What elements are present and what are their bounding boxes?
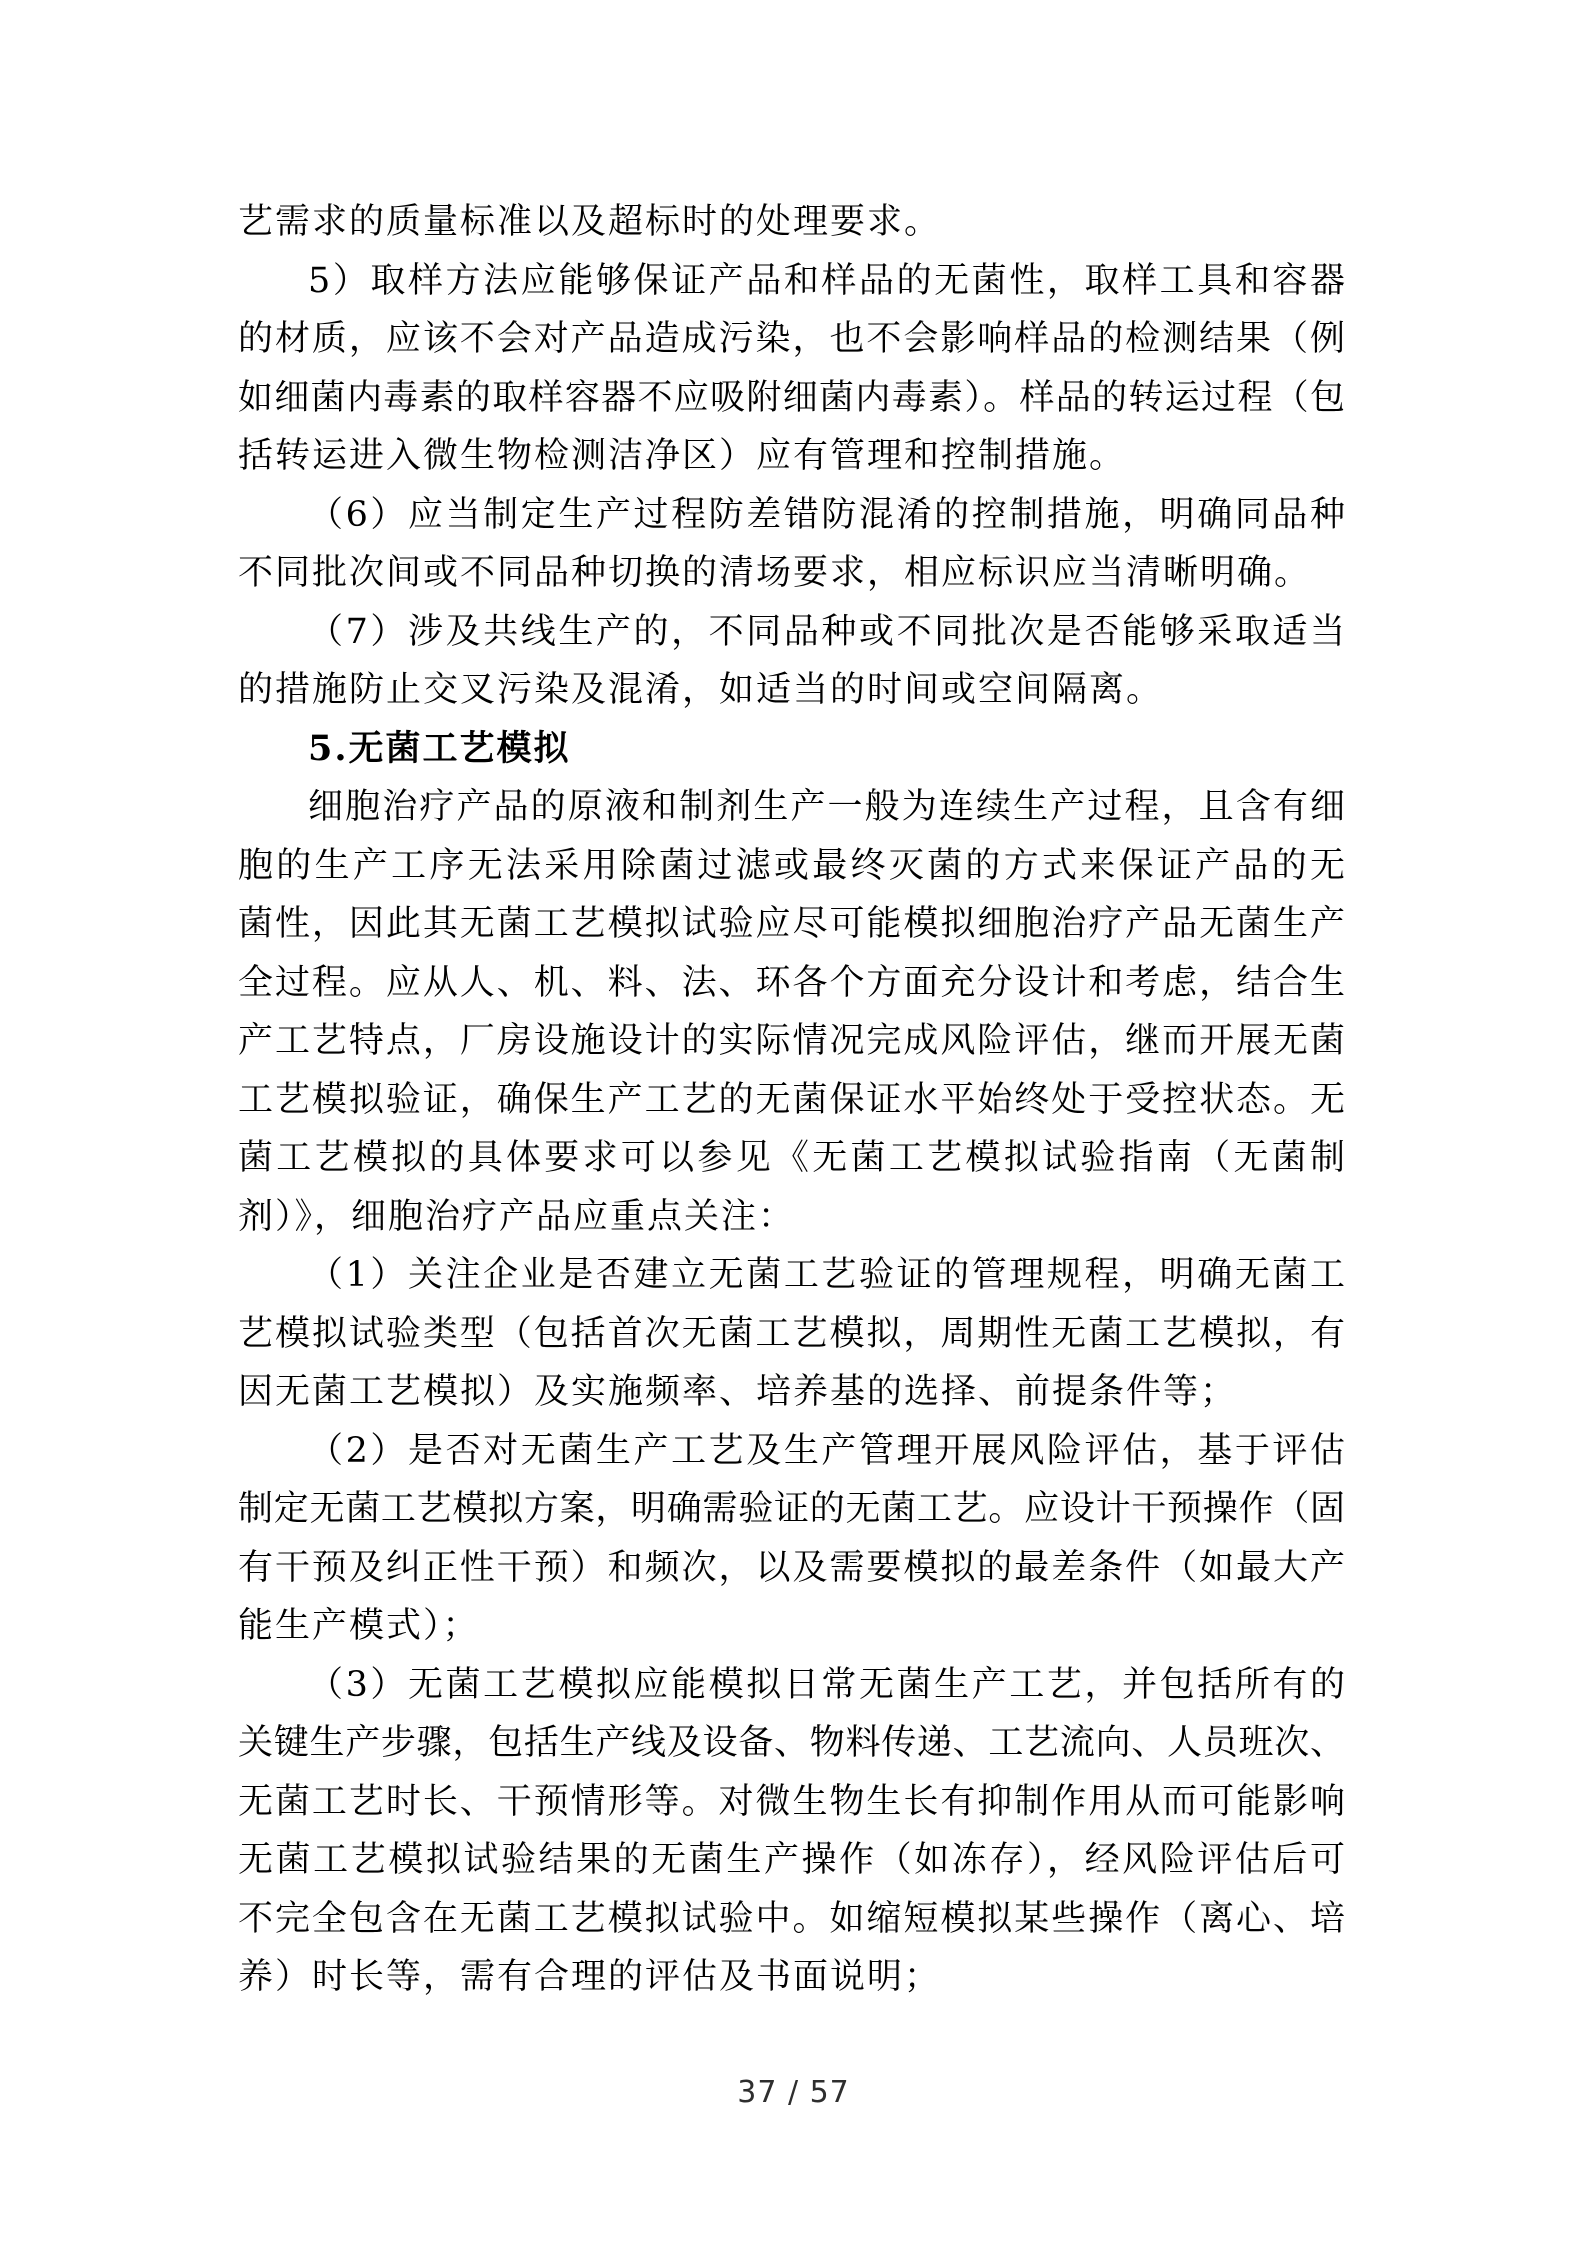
text-line: 艺模拟试验类型（包括首次无菌工艺模拟，周期性无菌工艺模拟，有: [238, 1313, 1345, 1354]
text-line: 养）时长等，需有合理的评估及书面说明；: [238, 1957, 942, 1997]
text-line: 菌工艺模拟的具体要求可以参见《无菌工艺模拟试验指南（无菌制: [238, 1138, 1345, 1178]
text-line: 胞的生产工序无法采用除菌过滤或最终灭菌的方式来保证产品的无: [238, 845, 1345, 886]
text-line: 5）取样方法应能够保证产品和样品的无菌性，取样工具和容器: [308, 260, 1345, 301]
text-line: （6）应当制定生产过程防差错防混淆的控制措施，明确同品种: [308, 494, 1345, 535]
text-line: 细胞治疗产品的原液和制剂生产一般为连续生产过程，且含有细: [308, 787, 1345, 827]
paragraph: [238, 1656, 1345, 2007]
page-footer: [0, 2070, 1587, 2116]
text-line: 括转运进入微生物检测洁净区）应有管理和控制措施。: [238, 436, 1127, 476]
text-line: 有干预及纠正性干预）和频次，以及需要模拟的最差条件（如最大产: [238, 1547, 1345, 1588]
text-line: 因无菌工艺模拟）及实施频率、培养基的选择、前提条件等；: [238, 1372, 1238, 1412]
text-line: 剂）》，细胞治疗产品应重点关注：: [238, 1196, 796, 1237]
paragraph: [238, 252, 1345, 486]
text-line: 不完全包含在无菌工艺模拟试验中。如缩短模拟某些操作（离心、培: [238, 1898, 1345, 1939]
text-line: 艺需求的质量标准以及超标时的处理要求。: [238, 202, 942, 242]
paragraph: [238, 486, 1345, 603]
text-line: （2）是否对无菌生产工艺及生产管理开展风险评估，基于评估: [308, 1430, 1345, 1471]
text-line: 无菌工艺模拟试验结果的无菌生产操作（如冻存），经风险评估后可: [238, 1840, 1345, 1880]
paragraph: [238, 778, 1345, 1246]
text-line: 关键生产步骤，包括生产线及设备、物料传递、工艺流向、人员班次、: [238, 1723, 1345, 1763]
paragraph: [238, 1246, 1345, 1422]
text-line: 不同批次间或不同品种切换的清场要求，相应标识应当清晰明确。: [238, 553, 1312, 593]
text-line: 菌性，因此其无菌工艺模拟试验应尽可能模拟细胞治疗产品无菌生产: [238, 904, 1345, 944]
text-line: 无菌工艺时长、干预情形等。对微生物生长有抑制作用从而可能影响: [238, 1781, 1345, 1822]
text-line: 全过程。应从人、机、料、法、环各个方面充分设计和考虑，结合生: [238, 962, 1345, 1003]
text-line: 产工艺特点，厂房设施设计的实际情况完成风险评估，继而开展无菌: [238, 1021, 1345, 1061]
page-number: 37 / 57: [737, 2075, 850, 2110]
document-body: [238, 193, 1345, 2007]
text-line: 的材质，应该不会对产品造成污染，也不会影响样品的检测结果（例: [238, 319, 1345, 359]
paragraph: [238, 193, 1345, 252]
paragraph: [238, 603, 1345, 720]
text-line: 的措施防止交叉污染及混淆，如适当的时间或空间隔离。: [238, 670, 1164, 710]
text-line: 能生产模式）；: [238, 1606, 480, 1646]
text-line: 工艺模拟验证，确保生产工艺的无菌保证水平始终处于受控状态。无: [238, 1079, 1345, 1120]
section-heading: [238, 720, 1345, 779]
text-line: 制定无菌工艺模拟方案，明确需验证的无菌工艺。应设计干预操作（固: [238, 1489, 1345, 1529]
text-line: 如细菌内毒素的取样容器不应吸附细菌内毒素）。样品的转运过程（包: [238, 377, 1345, 418]
paragraph: [238, 1422, 1345, 1656]
text-line: （1）关注企业是否建立无菌工艺验证的管理规程，明确无菌工: [308, 1255, 1345, 1295]
text-line: （7）涉及共线生产的，不同品种或不同批次是否能够采取适当: [308, 611, 1345, 652]
text-line: 5.无菌工艺模拟: [308, 727, 571, 769]
text-line: （3）无菌工艺模拟应能模拟日常无菌生产工艺，并包括所有的: [308, 1664, 1345, 1705]
